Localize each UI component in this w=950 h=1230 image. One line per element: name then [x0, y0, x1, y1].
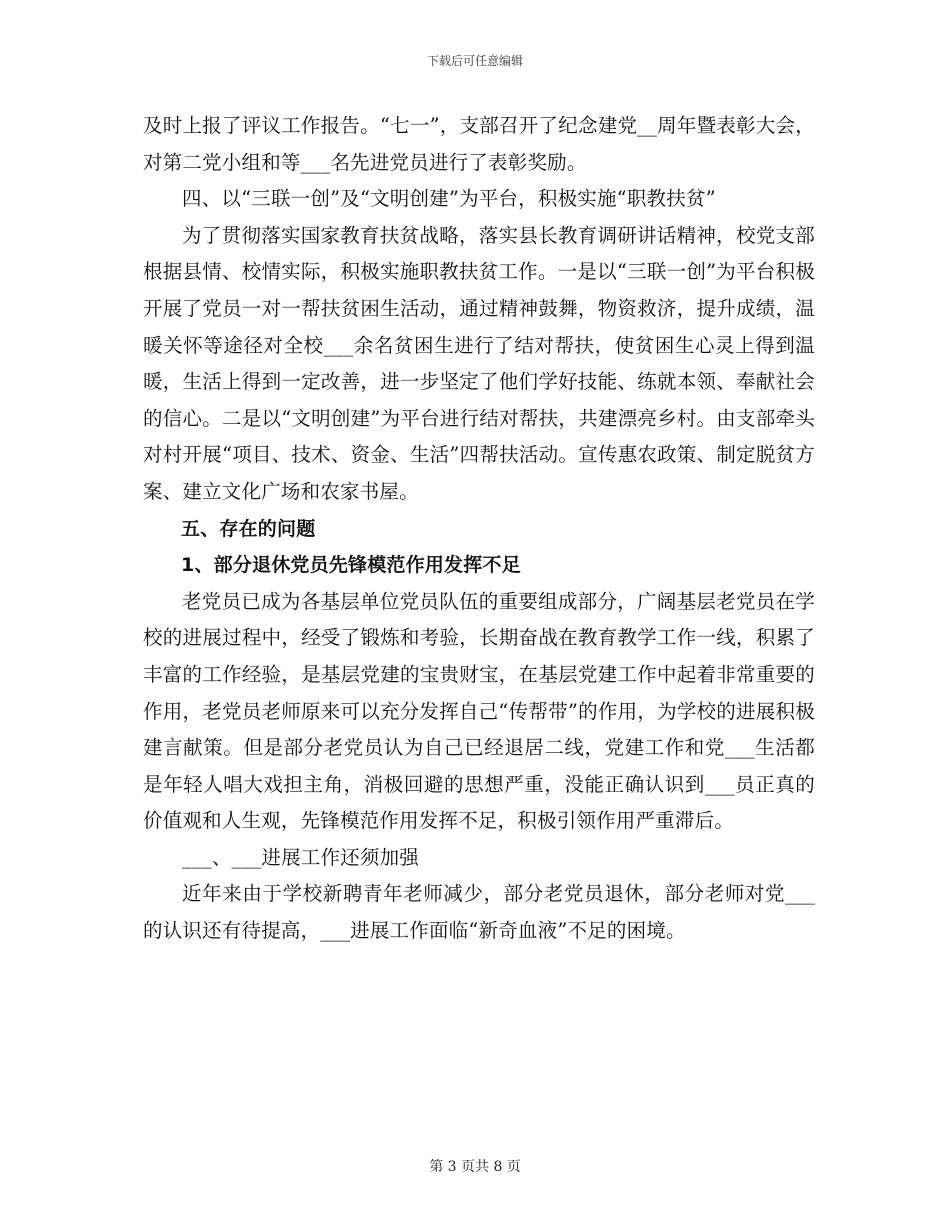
paragraph-continuation: 及时上报了评议工作报告。“七一”，支部召开了纪念建党__周年暨表彰大会，对第二党小组和等___名先进党员进行了表彰奖励。: [143, 114, 815, 174]
paragraph-development-work: 近年来由于学校新聘青年老师减少，部分老党员退休，部分老师对党___的认识还有待提高，___进展工作面临“新奇血液”不足的困境。: [143, 882, 815, 943]
header-note: 下载后可任意编辑: [426, 54, 523, 68]
page-number: 第 3 页共 8 页: [429, 1159, 521, 1175]
document-body: [143, 108, 815, 950]
paragraph-poverty-alleviation: 为了贯彻落实国家教育扶贫战略，落实县长教育调研讲话精神，校党支部根据县情、校情实际，积极实施职教扶贫工作。一是以“三联一创”为平台积极开展了党员一对一帮扶贫困生活动，通过精神鼓舞，物资救济，提升成绩，温暖关怀等途径对全校___余名贫困生进行了结对帮扶，使贫困生心灵上得到温暖，生活上得到一定改善，进一步坚定了他们学好技能、练就本领、奉献社会的信心。二是以“文明创建”为平台进行结对帮扶，共建漂亮乡村。由支部牵头对村开展“项目、技术、资金、生活”四帮扶活动。宣传惠农政策、制定脱贫方案、建立文化广场和农家书屋。: [143, 223, 815, 503]
paragraph-retired-members: 老党员已成为各基层单位党员队伍的重要组成部分，广阔基层老党员在学校的进展过程中，经受了锻炼和考验，长期奋战在教育教学工作一线，积累了丰富的工作经验，是基层党建的宝贵财宝，在基层党建工作中起着非常重要的作用，老党员老师原来可以充分发挥自己“传帮带”的作用，为学校的进展积极建言献策。但是部分老党员认为自己已经退居二线，党建工作和党___生活都是年轻人唱大戏担主角，消极回避的思想严重，没能正确认识到___员正真的价值观和人生观，先锋模范作用发挥不足，积极引领作用严重滞后。: [143, 589, 815, 833]
section-heading-four: 四、以“三联一创”及“文明创建”为平台，积极实施“职教扶贫”: [182, 187, 716, 211]
section-heading-five: 五、存在的问题: [181, 517, 316, 540]
subheading-development-work: ___、___进展工作还须加强: [182, 845, 420, 869]
subheading-retired-members: 1、部分退休党员先锋模范作用发挥不足: [181, 554, 521, 577]
